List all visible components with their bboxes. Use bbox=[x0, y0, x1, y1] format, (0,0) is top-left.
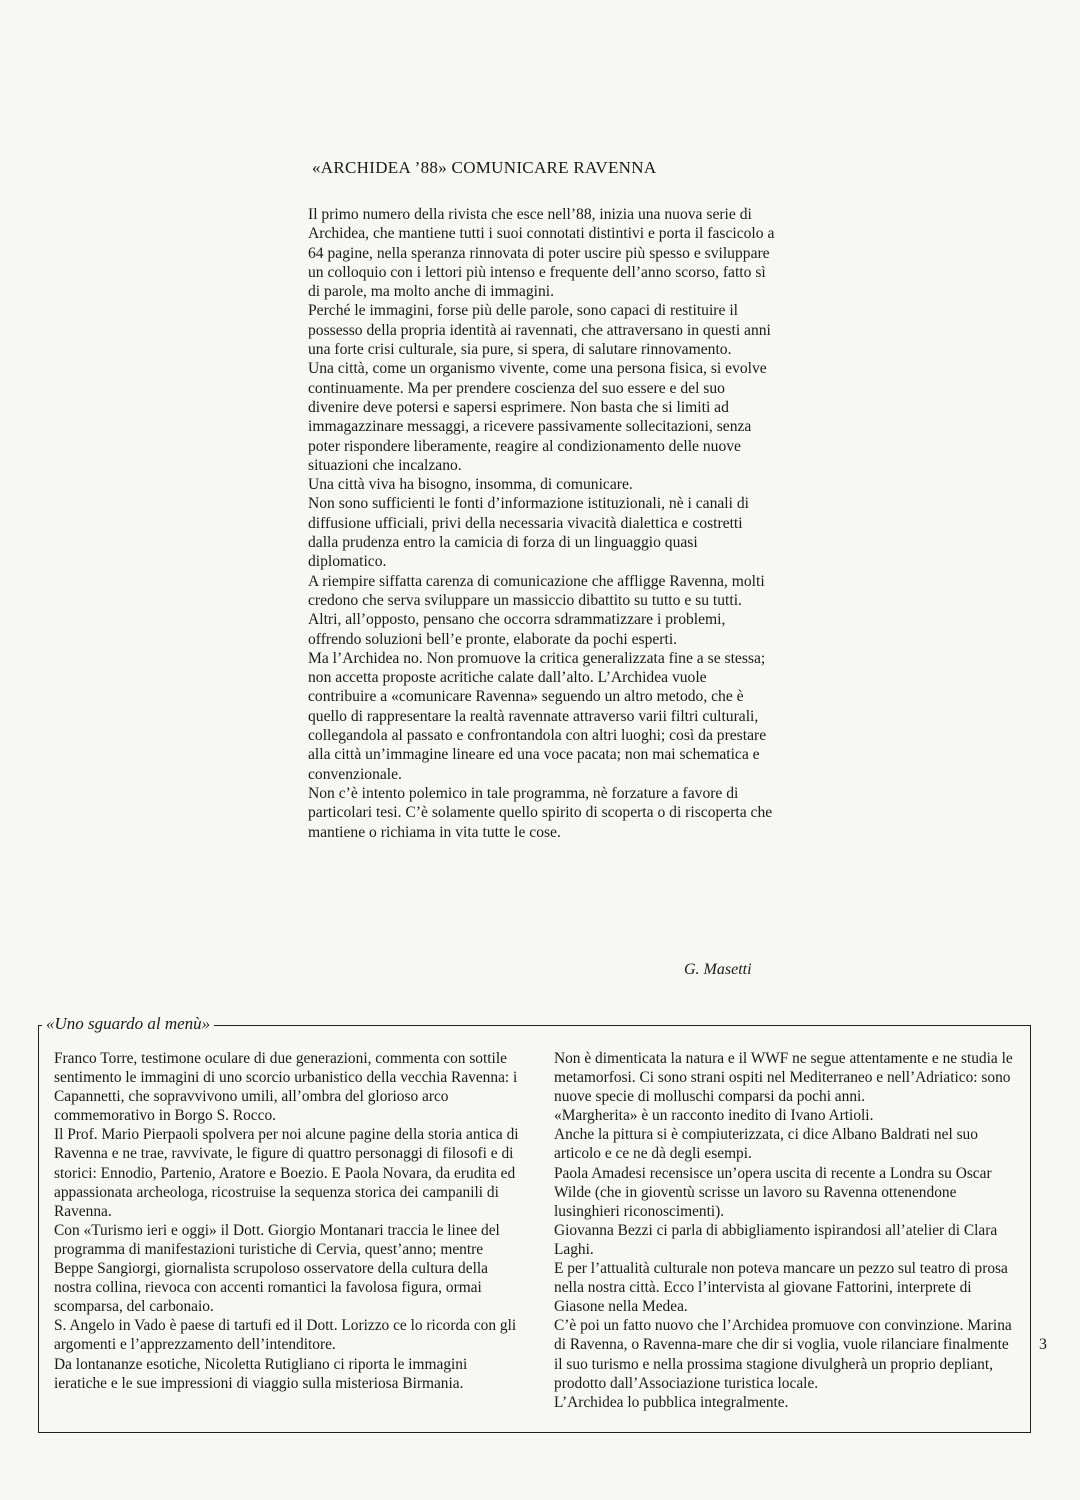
author-signature: G. Masetti bbox=[684, 961, 752, 978]
article-paragraph: Una città, come un organismo vivente, come una persona fisica, si evolve continuamente. Ma per prendere coscienza del suo essere e del suo divenire deve potersi e sapersi esprimere. Non basta che si limiti ad immagazzinare messaggi, a ricevere passivamente sollecitazioni, senza poter rispondere liberamente, reagire al condizionamento delle nuove situazioni che incalzano. bbox=[308, 360, 767, 474]
menu-paragraph: Da lontananze esotiche, Nicoletta Rutigliano ci riporta le immagini ieratiche e le sue impressioni di viaggio sulla misteriosa Birmania. bbox=[54, 1355, 468, 1392]
menu-paragraph: «Margherita» è un racconto inedito di Ivano Artioli. bbox=[554, 1107, 874, 1125]
menu-paragraph: Non è dimenticata la natura e il WWF ne segue attentamente e ne studia le metamorfosi. Ci sono strani ospiti nel Mediterraneo e nell’Adriatico: sono nuove specie di molluschi comparsi da pochi anni. bbox=[554, 1050, 1013, 1106]
article-paragraph: Una città viva ha bisogno, insomma, di comunicare. bbox=[308, 476, 633, 494]
article-body bbox=[308, 205, 776, 842]
menu-paragraph: Con «Turismo ieri e oggi» il Dott. Giorgio Montanari traccia le linee del programma di manifestazioni turistiche di Cervia, quest’anno; mentre Beppe Sangiorgi, giornalista scrupoloso osservatore della cultura della nostra collina, rievoca con accenti romantici la favolosa figura, ormai scomparsa, del carbonaio. bbox=[54, 1221, 500, 1316]
menu-box-label: «Uno sguardo al menù» bbox=[42, 1014, 214, 1034]
article-paragraph: A riempire siffatta carenza di comunicazione che affligge Ravenna, molti credono che serva sviluppare un massiccio dibattito su tutto e su tutti. Altri, all’opposto, pensano che occorra sdrammatizzare i problemi, offrendo soluzioni bell’e pronte, elaborate da pochi esperti. bbox=[308, 572, 765, 648]
menu-paragraph: E per l’attualità culturale non poteva mancare un pezzo sul teatro di prosa nella nostra città. Ecco l’intervista al giovane Fattorini, interprete di Giasone nella Medea. bbox=[554, 1260, 1008, 1316]
article-paragraph: Il primo numero della rivista che esce nell’88, inizia una nuova serie di Archidea, che mantiene tutti i suoi connotati distintivi e porta il fascicolo a 64 pagine, nella speranza rinnovata di poter uscire più spesso e sviluppare un colloquio con i lettori più intenso e frequente dell’anno scorso, fatto sì di parole, ma molto anche di immagini. bbox=[308, 206, 775, 301]
menu-paragraph: S. Angelo in Vado è paese di tartufi ed il Dott. Lorizzo ce lo ricorda con gli argomenti e l’apprezzamento dell’intenditore. bbox=[54, 1317, 517, 1354]
article-paragraph: Non sono sufficienti le fonti d’informazione istituzionali, nè i canali di diffusione ufficiali, privi della necessaria vivacità dialettica e costretti dalla prudenza entro la camicia di forza di un linguaggio quasi diplomatico. bbox=[308, 495, 749, 571]
menu-left-column bbox=[54, 1049, 521, 1393]
menu-paragraph: Il Prof. Mario Pierpaoli spolvera per noi alcune pagine della storia antica di Ravenna e ne trae, ravvivate, le figure di quattro personaggi di filosofi e di storici: Ennodio, Partenio, Aratore e Boezio. E Paola Novara, da erudita ed appassionata archeologa, ricostruise la sequenza storica dei campanili di Ravenna. bbox=[54, 1126, 519, 1220]
menu-paragraph: Anche la pittura si è compiuterizzata, ci dice Albano Baldrati nel suo articolo e ce ne dà degli esempi. bbox=[554, 1126, 978, 1163]
menu-paragraph: L’Archidea lo pubblica integralmente. bbox=[554, 1393, 789, 1411]
page-number: 3 bbox=[1039, 1336, 1047, 1353]
article-paragraph: Ma l’Archidea no. Non promuove la critica generalizzata fine a se stessa; non accetta proposte acritiche calate dall’alto. L’Archidea vuole contribuire a «comunicare Ravenna» seguendo un altro metodo, che è quello di rappresentare la realtà ravennate attraverso varii filtri culturali, collegandola al passato e confrontandola con altri luoghi; così da prestare alla città un’immagine lineare ed una voce pacata; non mai schematica e convenzionale. bbox=[308, 649, 767, 783]
article-title: «ARCHIDEA ’88» COMUNICARE RAVENNA bbox=[312, 158, 657, 177]
article-paragraph: Perché le immagini, forse più delle parole, sono capaci di restituire il possesso della propria identità ai ravennati, che attraversano in questi anni una forte crisi culturale, sia pure, si spera, di salutare rinnovamento. bbox=[308, 302, 771, 359]
menu-paragraph: Franco Torre, testimone oculare di due generazioni, commenta con sottile sentimento le immagini di uno scorcio urbanistico della vecchia Ravenna: i Capannetti, che sopravvivono umili, all’ombra del glorioso arco commemorativo in Borgo S. Rocco. bbox=[54, 1050, 518, 1125]
article-paragraph: Non c’è intento polemico in tale programma, nè forzature a favore di particolari tesi. C’è solamente quello spirito di scoperta o di riscoperta che mantiene o richiama in vita tutte le cose. bbox=[308, 784, 773, 841]
menu-paragraph: C’è poi un fatto nuovo che l’Archidea promuove con convinzione. Marina di Ravenna, o Ravenna-mare che dir si voglia, vuole rilanciare finalmente il suo turismo e nella prossima stagione divulgherà un proprio depliant, prodotto dall’Associazione turistica locale. bbox=[554, 1317, 1012, 1392]
menu-paragraph: Paola Amadesi recensisce un’opera uscita di recente a Londra su Oscar Wilde (che in gioventù scrisse un lavoro su Ravenna ottenendone lusinghieri riconoscimenti). bbox=[554, 1164, 992, 1220]
menu-right-column bbox=[554, 1049, 1021, 1412]
menu-paragraph: Giovanna Bezzi ci parla di abbigliamento ispirandosi all’atelier di Clara Laghi. bbox=[554, 1221, 998, 1258]
